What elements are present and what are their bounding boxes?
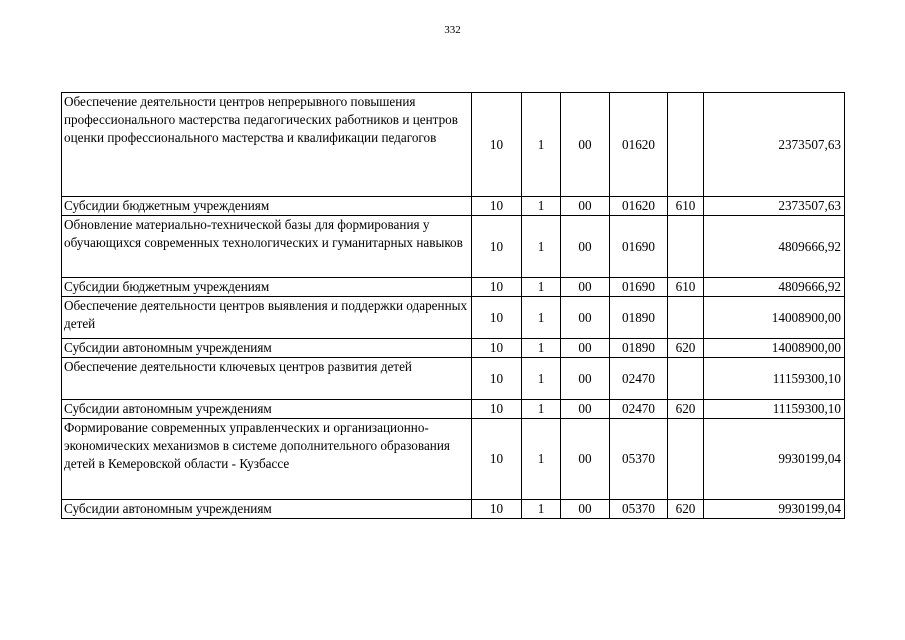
row-name: Формирование современных управленческих и организационно-экономических механизмов в системе дополнительного образования детей в Кемеровской области - Кузбассе (62, 419, 472, 500)
budget-table (61, 92, 845, 519)
row-code: 01620 (610, 93, 668, 197)
row-amount: 9930199,04 (704, 419, 845, 500)
row-section: 10 (472, 297, 522, 339)
table-row (62, 216, 845, 278)
row-subsection: 1 (522, 216, 561, 278)
table-row (62, 197, 845, 216)
row-amount: 2373507,63 (704, 93, 845, 197)
row-amount: 11159300,10 (704, 400, 845, 419)
row-amount: 14008900,00 (704, 339, 845, 358)
row-section: 10 (472, 400, 522, 419)
row-expense-type: 610 (668, 197, 704, 216)
row-program: 00 (561, 500, 610, 519)
row-subsection: 1 (522, 197, 561, 216)
row-program: 00 (561, 400, 610, 419)
row-amount: 9930199,04 (704, 500, 845, 519)
row-code: 05370 (610, 419, 668, 500)
row-amount: 11159300,10 (704, 358, 845, 400)
row-code: 01690 (610, 278, 668, 297)
table-row (62, 339, 845, 358)
row-name: Субсидии автономным учреждениям (62, 500, 472, 519)
row-code: 01690 (610, 216, 668, 278)
row-section: 10 (472, 358, 522, 400)
row-code: 01890 (610, 339, 668, 358)
row-name: Субсидии автономным учреждениям (62, 339, 472, 358)
row-expense-type (668, 93, 704, 197)
row-expense-type (668, 297, 704, 339)
row-name: Субсидии бюджетным учреждениям (62, 278, 472, 297)
row-code: 01890 (610, 297, 668, 339)
row-subsection: 1 (522, 400, 561, 419)
row-program: 00 (561, 216, 610, 278)
row-program: 00 (561, 93, 610, 197)
row-expense-type: 620 (668, 400, 704, 419)
row-program: 00 (561, 197, 610, 216)
row-subsection: 1 (522, 93, 561, 197)
row-section: 10 (472, 339, 522, 358)
table-row (62, 400, 845, 419)
row-subsection: 1 (522, 339, 561, 358)
row-section: 10 (472, 278, 522, 297)
row-code: 02470 (610, 358, 668, 400)
row-expense-type: 610 (668, 278, 704, 297)
row-expense-type (668, 358, 704, 400)
row-expense-type (668, 419, 704, 500)
row-section: 10 (472, 197, 522, 216)
row-amount: 2373507,63 (704, 197, 845, 216)
row-subsection: 1 (522, 278, 561, 297)
row-program: 00 (561, 419, 610, 500)
table-row (62, 500, 845, 519)
table-row (62, 278, 845, 297)
row-section: 10 (472, 216, 522, 278)
row-program: 00 (561, 278, 610, 297)
page-number: 332 (444, 24, 461, 36)
table-row (62, 358, 845, 400)
row-subsection: 1 (522, 419, 561, 500)
table-row (62, 93, 845, 197)
row-expense-type (668, 216, 704, 278)
row-name: Обновление материально-технической базы для формирования у обучающихся современных технологических и гуманитарных навыков (62, 216, 472, 278)
row-name: Субсидии бюджетным учреждениям (62, 197, 472, 216)
row-code: 02470 (610, 400, 668, 419)
row-program: 00 (561, 339, 610, 358)
row-amount: 4809666,92 (704, 278, 845, 297)
row-code: 05370 (610, 500, 668, 519)
row-amount: 14008900,00 (704, 297, 845, 339)
table-row (62, 419, 845, 500)
row-subsection: 1 (522, 297, 561, 339)
row-section: 10 (472, 419, 522, 500)
row-section: 10 (472, 93, 522, 197)
row-subsection: 1 (522, 358, 561, 400)
table-row (62, 297, 845, 339)
row-name: Обеспечение деятельности ключевых центров развития детей (62, 358, 472, 400)
row-code: 01620 (610, 197, 668, 216)
row-program: 00 (561, 297, 610, 339)
row-amount: 4809666,92 (704, 216, 845, 278)
row-name: Обеспечение деятельности центров непрерывного повышения профессионального мастерства педагогических работников и центров оценки профессионального мастерства и квалификации педагогов (62, 93, 472, 197)
row-name: Обеспечение деятельности центров выявления и поддержки одаренных детей (62, 297, 472, 339)
row-subsection: 1 (522, 500, 561, 519)
row-section: 10 (472, 500, 522, 519)
row-name: Субсидии автономным учреждениям (62, 400, 472, 419)
row-program: 00 (561, 358, 610, 400)
row-expense-type: 620 (668, 500, 704, 519)
row-expense-type: 620 (668, 339, 704, 358)
